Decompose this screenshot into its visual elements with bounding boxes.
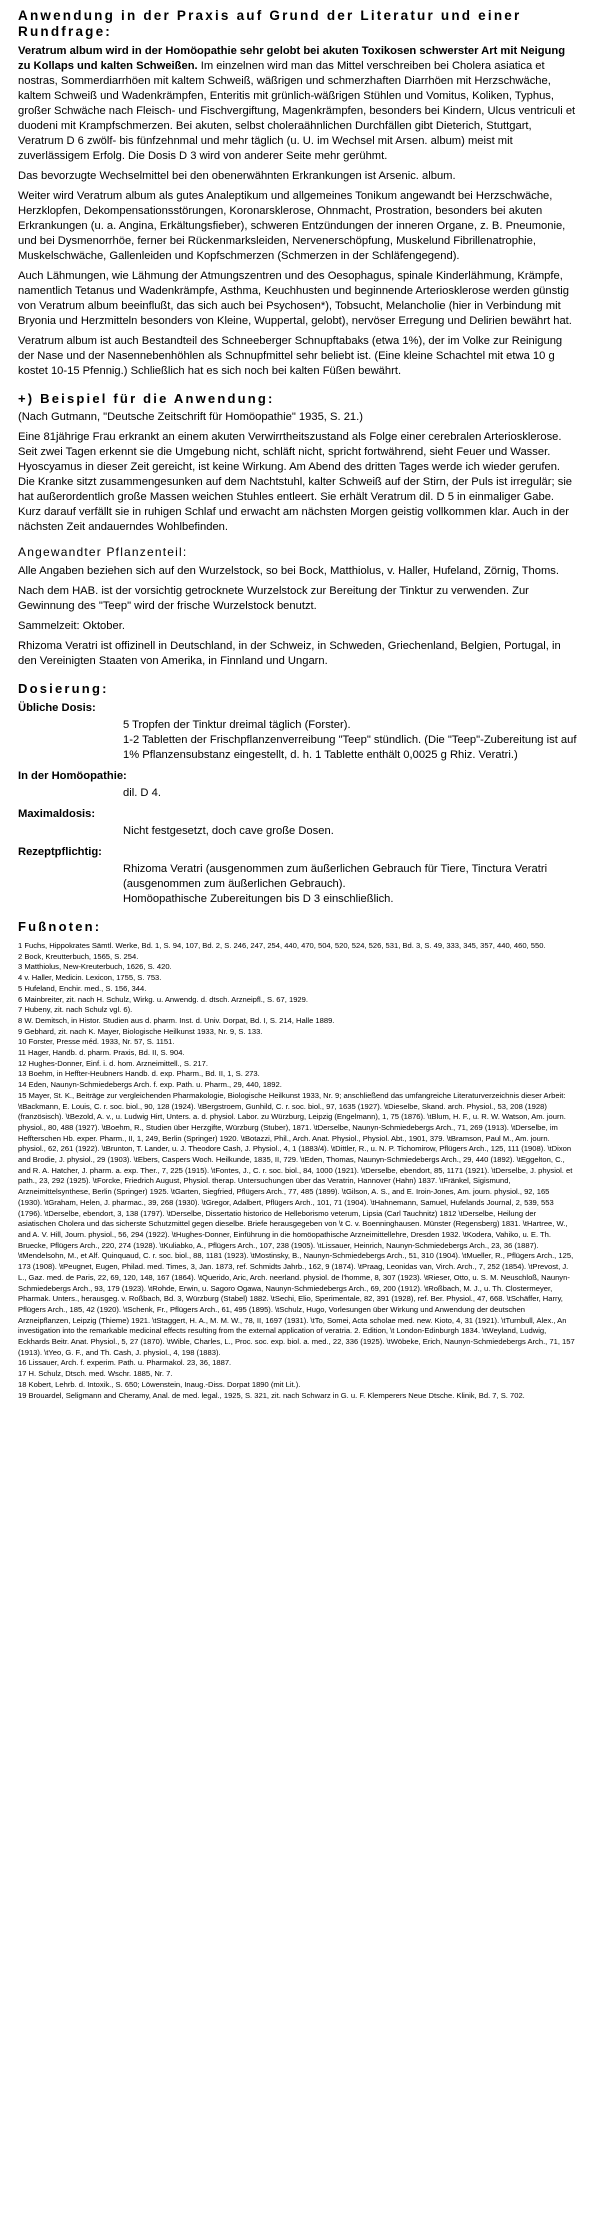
footnote: 3 Matthiolus, New-Kreuterbuch, 1626, S. 420.: [18, 962, 172, 972]
footnote: 9 Gebhard, zit. nach K. Mayer, Biologische Heilkunst 1933, Nr. 9, S. 133.: [18, 1026, 263, 1036]
footnote: 16 Lissauer, Arch. f. experim. Path. u. Pharmakol. 23, 36, 1887.: [18, 1358, 232, 1368]
footnote: 6 Mainbreiter, zit. nach H. Schulz, Wirkg. u. Anwendg. d. dtsch. Arzneipfl., S. 67, 1929.: [18, 994, 308, 1004]
dosing-section: [18, 701, 579, 907]
footnote: 18 Kobert, Lehrb. d. Intoxik., S. 650; Löwenstein, Inaug.-Diss. Dorpat 1890 (mit Lit.).: [18, 1379, 301, 1389]
dose-label-max: Maximaldosis:: [18, 808, 96, 820]
dosing-heading: Dosierung:: [18, 681, 109, 696]
dose-value-max: Nicht festgesetzt, doch cave große Dosen.: [123, 825, 334, 837]
plant-paragraph-1: Alle Angaben beziehen sich auf den Wurzelstock, so bei Bock, Matthiolus, v. Haller, Hufeland, Zörnig, Thoms.: [18, 565, 560, 577]
footnote: 8 W. Demitsch, in Histor. Studien aus d. pharm. Inst. d. Univ. Dorpat, Bd. I, S. 214, Halle 1889.: [18, 1015, 335, 1025]
plant-paragraph-4: Rhizoma Veratri ist offizinell in Deutschland, in der Schweiz, in Schweden, Griechenland, Belgien, Portugal, in den Vereinigten Staaten von Amerika, in Finnland und Ungarn.: [18, 640, 561, 667]
footnote: 14 Eden, Naunyn-Schmiedebergs Arch. f. exp. Path. u. Pharm., 29, 440, 1892.: [18, 1080, 282, 1090]
paragraph-analeptic: Weiter wird Veratrum album als gutes Analeptikum und allgemeines Tonikum angewandt bei Herzschwäche, Herzklopfen, Dekompensationsstörungen, Koronarsklerose, Ohnmacht, Prostration, besonders bei akuten Erkrankungen (u. a. Angina, Erkältungsfieber), schweren Entzündungen der inneren Organe, z. B. Pneumonie, und bei Dysmenorrhöe, ferner bei Rückenmarksleiden, Nervenerschöpfung, Muskelund Fibrillenatrophie, Muskelschwäche, Gallenleiden und Kopfschmerzen (Schmerzen in der Schläfengegend).: [18, 190, 566, 262]
page-title: Anwendung in der Praxis auf Grund der Literatur und einer Rundfrage:: [18, 8, 522, 39]
footnote: 19 Brouardel, Seligmann and Cheramy, Anal. de med. legal., 1925, S. 321, zit. nach Schwarz in G. u. F. Klemperers Neue Dtsche. Klinik, Bd. 7, S. 702.: [18, 1390, 525, 1400]
intro-paragraph: [18, 44, 579, 164]
footnote: 15 Mayer, St. K., Beiträge zur vergleichenden Pharmakologie, Biologische Heilkunst 1933, Nr. 9; anschließend das umfangreiche Literaturverzeichnis dieser Arbeit: \tBackmann, E. Louis, C. r. soc. biol., 90, 128 (1924). \tBergstroem, Gunhild, C. r. soc. biol., 97, 1635 (1927). \tDieselbe, Skand. arch. Physiol., 53, 208 (1928) (französisch). \tBezold, A. v., u. Ludwig Hirt, Unters. a. d. physiol. Labor. zu Würzburg, Leipzig (Engelmann), 1, 75 (1876). \tBlum, H. F., u. R. W. Watson, Am. journ. physiol., 80, 488 (1927). \tBoehm, R., Studien über Herzgifte, Würzburg (Stuber), 1871. \tDerselbe, Naunyn-Schmiedebergs Arch., 71, 269 (1913). \tDerselbe, im Heffterschen Hb. exper. Pharm., II, 1, 249, Berlin (Springer) 1920. \tBotazzi, Phil., Arch. Anat. Physiol., Physiol. Abt., 1901, 379. \tBramson, Paul M., Am. journ. physiol., 62, 261 (1922). \tBrunton, T. Lander, u. J. Theodore Cash, J. Physiol., 4, 1 (1883/4). \tDittler, R., u. N. P. Tichomirow, Pflügers Arch., 125, 111 (1908). \tDixon and Brodie, J. physiol., 29 (1903). \tEbers, Caspers Woch. Heilkunde, 1835, II, 729. \tEden, Thomas, Naunyn-Schmiedebergs Arch., 29, 440 (1892). \tEggelton, C., and R. A. Hatcher, J. pharm. a. exp. Ther., 7, 225 (1915). \tFontes, J., C. r. soc. biol., 84, 1000 (1921). \tDerselbe, ebendort, 85, 1171 (1921). \tDerselbe, J. physiol. et path., 23, 292 (1925). \tForcke, Friedrich August, Physiol. therap. Untersuchungen über das Veratrin, Hannover (Hahn) 1837. \tFränkel, Sigismund, Arzneimittelsynthese, Berlin (Springer) 1925. \tGarten, Siegfried, Pflügers Arch., 77, 485 (1899). \tGilson, A. S., and E. Iroin-Jones, Am. journ. physiol., 92, 165 (1930). \tGraham, Helen, J. pharmac., 39, 268 (1930). \tGregor, Adalbert, Pflügers Arch., 101, 71 (1904). \tHahnemann, Samuel, Hufelands Journal, 2, 539, 553 (1796). \tDerselbe, ebendort, 3, 138 (1797). \tDerselbe, Dissertatio historico de Helleborismo veterum, Lipsia (Carl Tauchnitz) 1812 \tDerselbe, Heilung der asiatischen Cholera und das sicherste Schutzmittel gegen dieselbe. Briefe herausgegeben von \t C. v. Boenninghausen. Münster (Regensberg) 1831. \tHartree, W., and A. V. Hill, Journ. physiol., 56, 294 (1922). \tHughes-Donner, Einführung in die homöopathische Arzneimittellehre, Dresden 1932. \tKodera, Vahiko, u. E. Th. Bruecke, Pflügers Arch., 220, 274 (1928). \tKuliabko, A., Pflügers Arch., 107, 238 (1905). \tLissauer, Heinrich, Naunyn-Schmiedebergs Arch., 23, 36 (1887). \tMendelsohn, M., et Alf. Quinquaud, C. r. soc. biol., 88, 1181 (1923). \tMostinsky, B., Naunyn-Schmiedebergs Arch., 51, 310 (1904). \tMueller, R., Pflügers Arch., 125, 173 (1908). \tPeugnet, Eugen, Philad. med. Times, 3, Jan. 1873, ref. Schmidts Jahrb., 162, 9 (1874). \tPraag, Leonidas van, Virch. Arch., 7, 252 (1854). \tPrevost, J. L., Gaz. med. de Paris, 22, 69, 120, 148, 167 (1864). \tQuerido, Aric, Arch. neerland. physiol. de l'homme, 8, 307 (1923). \tRieser, Otto, u. S. M. Neuschloß, Naunyn-Schmiedebergs Arch., 93, 179 (1923). \tRohde, Erwin, u. Sagoro Ogawa, Naunyn-Schmiedebergs Arch., 69, 200 (1912). \tRoßbach, M. J., u. Th. Clostermeyer, Pharmak. Unters., herausgeg. v. Roßbach, Bd. 3, Würzburg (Stabel) 1882. \tSechi, Elio, Sperimentale, 82, 391 (1928), ref. Ber. Physiol., 47, 668. \tSchäffer, Harry, Pflügers Arch., 185, 42 (1920). \tSchenk, Fr., Pflügers Arch., 61, 495 (1895). \tSchulz, Hugo, Vorlesungen über Wirkung und Anwendung der deutschen Arzneipflanzen, Leipzig (Thieme) 1921. \tStaggert, H. A., M. M. W., 78, II, 1697 (1931). \tTo, Somei, Acta scholae med. new. Kioto, 4, 31 (1921). \tTurnbull, Alex., An investigation into the remarkable medicinal effects resulting from the external application of veratria. 2. Edition, \t London-Edinburgh 1834. \tWeyland, Ludwig, Eckhards Beitr. Anat. Physiol., 5, 27 (1870). \tWible, Charles, L., Proc. soc. exp. biol. a. med., 22, 336 (1925). \tWöbeke, Erich, Naunyn-Schmiedebergs Arch., 71, 157 (1913). \tYeo, G. F., and Th. Cash, J. physiol., 4, 198 (1883).: [18, 1090, 575, 1357]
footnote: 5 Hufeland, Enchir. med., S. 156, 344.: [18, 983, 147, 993]
plant-part-heading: Angewandter Pflanzenteil:: [18, 545, 188, 559]
example-heading: +) Beispiel für die Anwendung:: [18, 391, 275, 406]
plant-paragraph-2: Nach dem HAB. ist der vorsichtig getrocknete Wurzelstock zur Bereitung der Tinktur zu verwenden. Zur Gewinnung des "Teep" wird der frische Wurzelstock benutzt.: [18, 585, 529, 612]
footnotes-heading: Fußnoten:: [18, 919, 102, 934]
dose-value-homeopathy: dil. D 4.: [123, 787, 161, 799]
dose-label-usual: Übliche Dosis:: [18, 702, 96, 714]
dose-value-prescription: Rhizoma Veratri (ausgenommen zum äußerlichen Gebrauch für Tiere, Tinctura Veratri (ausgenommen zum äußerlichen Gebrauch). Homöopathische Zubereitungen bis D 3 einschließlich.: [123, 863, 548, 905]
footnote: 10 Forster, Presse méd. 1933, Nr. 57, S. 1151.: [18, 1037, 175, 1047]
example-text: Eine 81jährige Frau erkrankt an einem akuten Verwirrtheitszustand als Folge einer cerebralen Arteriosklerose. Seit zwei Tagen erkennt sie die Umgebung nicht, schläft nicht, spricht fortwährend, sieht Feuer und Wasser. Hyoscyamus in dieser Zeit gereicht, ist keine Wirkung. Am Abend des dritten Tages werde ich wieder gerufen. Die Kranke sitzt zusammengesunken auf dem Nachtstuhl, kalter Schweiß auf der Stirn, der Puls ist irregulär; sie hat außerordentlich große Massen weichen Stuhles entleert. Sie erhält Veratrum dil. D 5 in einmaliger Gabe. Kurz darauf verfällt sie in ruhigen Schlaf und erwacht am nächsten Morgen geistig vollkommen klar. Auch in der nächsten Zeit andauerndes Wohlbefinden.: [18, 431, 573, 533]
paragraph-snuff: Veratrum album ist auch Bestandteil des Schneeberger Schnupftabaks (etwa 1%), der im Volke zur Reinigung der Nase und der Nasennebenhöhlen als Schnupfmittel sehr beliebt ist. (Eine kleine Schachtel mit etwa 10 g kostet 10-15 Pfennig.) Schließlich hat es sich noch bei kalten Füßen bewährt.: [18, 335, 563, 377]
dose-label-homeopathy: In der Homöopathie:: [18, 770, 127, 782]
plant-paragraph-3: Sammelzeit: Oktober.: [18, 620, 125, 632]
intro-bold-text: Veratrum album wird in der Homöopathie sehr gelobt bei akuten Toxikosen schwerster Art mit Neigung zu Kollaps und kalten Schweißen.: [18, 45, 566, 72]
footnote: 7 Hubeny, zit. nach Schulz vgl. 6).: [18, 1005, 133, 1015]
footnote: 1 Fuchs, Hippokrates Sämtl. Werke, Bd. 1, S. 94, 107, Bd. 2, S. 246, 247, 254, 440, 470, 504, 520, 524, 526, 531, Bd. 3, S. 49, 333, 345, 357, 440, 460, 550.: [18, 941, 546, 950]
dose-label-prescription: Rezeptpflichtig:: [18, 846, 102, 858]
intro-text: Im einzelnen wird man das Mittel verschreiben bei Cholera asiatica et nostras, Sommerdiarrhöen mit kaltem Schweiß, wäßrigen und schmerzhaften Diarrhöen mit Herzschwäche, kaltem Schweiß und Wadenkrämpfen, Enteritis mit grünlich-wäßrigen Stühlen und Vomitus, Koliken, Typhus, großer Schwäche nach Fleisch- und Fischvergiftung, Magenkrämpfen, besonders bei Kindern, Ulcus ventriculi et duodeni mit Krampfschmerzen. Bei akuten, selbst choleraähnlichen Durchfällen gibt Dieterich, Stuttgart, Veratrum D 6 zwölf- bis fünfzehnmal und mehr täglich (u. U. im Wechsel mit Arsen. album) meist mit zuverlässigem Erfolg. Die Dosis D 3 wird von anderer Seite mehr gerühmt.: [18, 60, 576, 162]
footnote: 13 Boehm, in Heffter-Heubners Handb. d. exp. Pharm., Bd. II, 1, S. 273.: [18, 1069, 260, 1079]
footnote: 12 Hughes-Donner, Einf. i. d. hom. Arzneimittell., S. 217.: [18, 1058, 208, 1068]
footnote: 17 H. Schulz, Dtsch. med. Wschr. 1885, Nr. 7.: [18, 1369, 173, 1379]
dose-value-usual: 5 Tropfen der Tinktur dreimal täglich (Forster). 1-2 Tabletten der Frischpflanzenverreibung "Teep" stündlich. (Die "Teep"-Zubereitung ist auf 1% Pflanzensubstanz eingestellt, d. h. 1 Tablette enthält 0,0025 g Rhiz. Veratri.): [123, 719, 577, 761]
footnote: 4 v. Haller, Medicin. Lexicon, 1755, S. 753.: [18, 973, 162, 983]
footnote: 2 Bock, Kreutterbuch, 1565, S. 254.: [18, 951, 139, 961]
footnotes-list: [18, 941, 579, 1401]
paragraph-paralysis: Auch Lähmungen, wie Lähmung der Atmungszentren und des Oesophagus, spinale Kinderlähmung, Krämpfe, namentlich Tetanus und Wadenkrämpfe, Asthma, Keuchhusten und beginnende Arteriosklerose werden günstig von Veratrum album beeinflußt, das sich auch bei Psychosen*), Tobsucht, Melancholie (hier in Verbindung mit Bryonia und Herzmitteln besonders von Kleine, Wuppertal, gelobt), nervöser Erregung und Delirien bewährt hat.: [18, 270, 572, 327]
paragraph-alternating-remedy: Das bevorzugte Wechselmittel bei den obenerwähnten Erkrankungen ist Arsenic. album.: [18, 170, 456, 182]
example-source: (Nach Gutmann, "Deutsche Zeitschrift für Homöopathie" 1935, S. 21.): [18, 411, 363, 423]
footnote: 11 Hager, Handb. d. pharm. Praxis, Bd. II, S. 904.: [18, 1048, 185, 1058]
